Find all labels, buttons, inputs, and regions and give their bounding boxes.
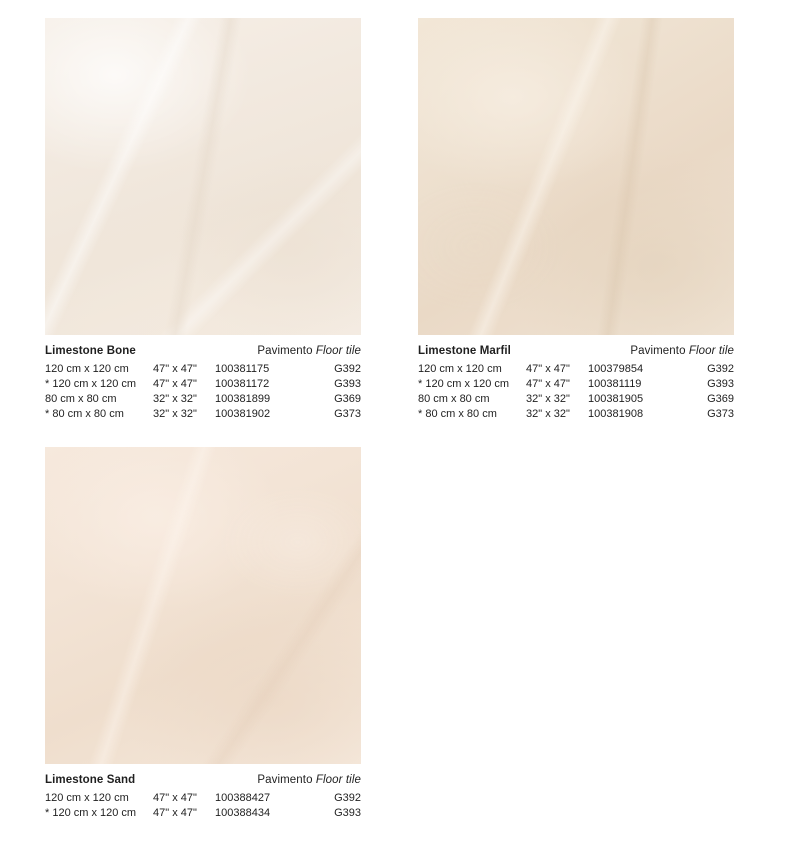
product-use-label <box>630 345 734 357</box>
spec-metric: 120 cm x 120 cm <box>45 363 129 375</box>
spec-code: 100381908 <box>588 408 644 420</box>
spec-finish: G392 <box>334 363 361 375</box>
spec-metric: 120 cm x 120 cm <box>418 363 502 375</box>
spec-imperial: 47" x 47" <box>526 363 570 375</box>
product-title-row <box>418 345 734 357</box>
swatch-veining <box>418 18 734 335</box>
spec-code: 100381175 <box>215 363 270 375</box>
table-row <box>45 392 361 407</box>
product-swatch-image <box>45 18 361 335</box>
spec-finish: G393 <box>334 378 361 390</box>
spec-imperial: 32" x 32" <box>153 408 197 420</box>
spec-metric: 80 cm x 80 cm <box>418 393 490 405</box>
spec-imperial: 32" x 32" <box>526 408 570 420</box>
spec-code: 100381899 <box>215 393 271 405</box>
table-row <box>418 392 734 407</box>
product-name: Limestone Marfil <box>418 345 511 357</box>
spec-finish: G369 <box>334 393 361 405</box>
swatch-veining <box>45 447 361 764</box>
product-swatch-image <box>418 18 734 335</box>
product-title-row <box>45 345 361 357</box>
table-row <box>45 377 361 392</box>
spec-imperial: 47" x 47" <box>526 378 570 390</box>
spec-imperial: 47" x 47" <box>153 378 197 390</box>
use-label-en: Floor tile <box>688 345 734 357</box>
spec-metric: * 120 cm x 120 cm <box>45 807 137 819</box>
spec-finish: G392 <box>707 363 734 375</box>
table-row <box>45 791 361 806</box>
spec-metric: * 80 cm x 80 cm <box>418 408 497 420</box>
product-use-label <box>257 345 361 357</box>
spec-metric: * 120 cm x 120 cm <box>45 378 137 390</box>
spec-finish: G373 <box>334 408 361 420</box>
product-use-label <box>257 774 361 786</box>
use-label-en: Floor tile <box>315 774 361 786</box>
table-row <box>45 407 361 422</box>
product-spec-table <box>45 362 361 422</box>
spec-imperial: 47" x 47" <box>153 363 197 375</box>
spec-finish: G369 <box>707 393 734 405</box>
spec-imperial: 32" x 32" <box>153 393 197 405</box>
spec-metric: 80 cm x 80 cm <box>45 393 117 405</box>
table-row <box>418 407 734 422</box>
product-title-row <box>45 774 361 786</box>
spec-finish: G373 <box>707 408 734 420</box>
spec-code: 100388434 <box>215 807 271 819</box>
spec-imperial: 47" x 47" <box>153 807 197 819</box>
spec-code: 100388427 <box>215 792 271 804</box>
spec-code: 100381905 <box>588 393 644 405</box>
swatch-veining <box>45 18 361 335</box>
product-swatch-image <box>45 447 361 764</box>
product-spec-table <box>45 791 361 821</box>
product-card <box>418 18 734 422</box>
table-row <box>45 362 361 377</box>
spec-code: 100381902 <box>215 408 271 420</box>
spec-metric: 120 cm x 120 cm <box>45 792 129 804</box>
use-label-en: Floor tile <box>315 345 361 357</box>
spec-imperial: 47" x 47" <box>153 792 197 804</box>
spec-finish: G393 <box>707 378 734 390</box>
table-row <box>45 806 361 821</box>
product-spec-table <box>418 362 734 422</box>
spec-finish: G393 <box>334 807 361 819</box>
spec-code: 100379854 <box>588 363 644 375</box>
use-label-it: Pavimento <box>257 774 313 786</box>
use-label-it: Pavimento <box>257 345 313 357</box>
product-name: Limestone Sand <box>45 774 136 786</box>
spec-metric: * 120 cm x 120 cm <box>418 378 510 390</box>
product-card <box>45 447 361 821</box>
use-label-it: Pavimento <box>630 345 686 357</box>
spec-finish: G392 <box>334 792 361 804</box>
product-card <box>45 18 361 422</box>
table-row <box>418 362 734 377</box>
table-row <box>418 377 734 392</box>
spec-metric: * 80 cm x 80 cm <box>45 408 124 420</box>
spec-code: 100381119 <box>588 378 642 390</box>
product-name: Limestone Bone <box>45 345 136 357</box>
spec-imperial: 32" x 32" <box>526 393 570 405</box>
spec-code: 100381172 <box>215 378 270 390</box>
